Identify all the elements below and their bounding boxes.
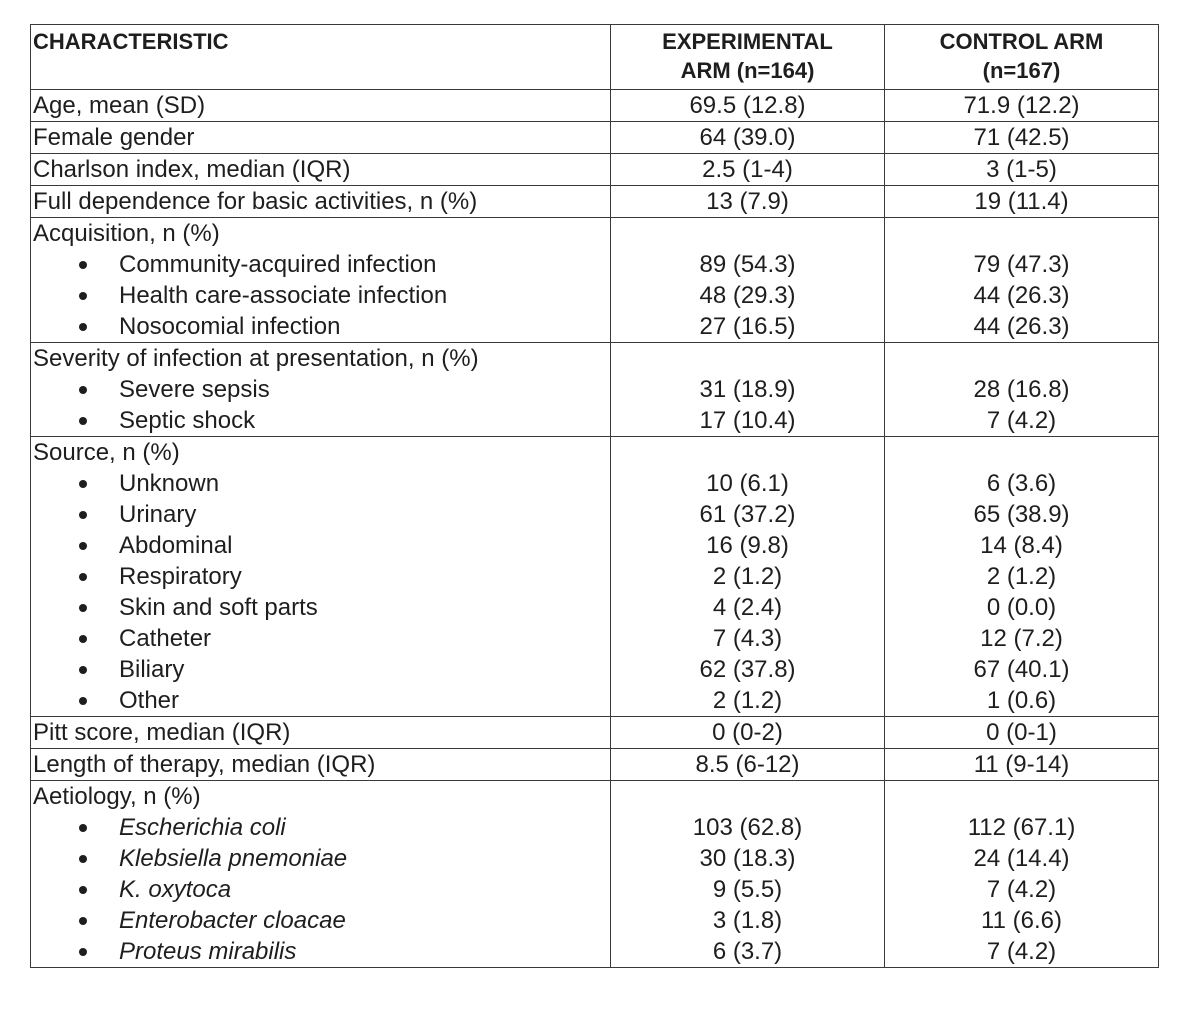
control-value: 112 (67.1) (967, 814, 1076, 841)
experimental-value: 2 (1.2) (712, 687, 783, 714)
row-label-cell (31, 154, 611, 186)
control-value: 71 (42.5) (973, 124, 1070, 151)
bullet-icon (79, 948, 87, 956)
list-item: Skin and soft parts (31, 592, 610, 623)
row-label: Female gender (33, 124, 195, 151)
experimental-value: 0 (0-2) (712, 719, 783, 746)
control-value: 1 (0.6) (986, 687, 1057, 714)
experimental-cell (611, 781, 885, 968)
severity-group (31, 343, 1159, 437)
bullet-icon (79, 855, 87, 863)
experimental-value: 61 (37.2) (699, 501, 796, 528)
control-value: 11 (9-14) (973, 751, 1070, 778)
list-item: Respiratory (31, 561, 610, 592)
bullet-icon (79, 292, 87, 300)
experimental-value: 10 (6.1) (706, 470, 789, 497)
group-title: Severity of infection at presentation, n (%) (33, 345, 479, 372)
control-cell (885, 749, 1159, 781)
bullet-icon (79, 417, 87, 425)
control-value: 6 (3.6) (986, 470, 1057, 497)
table-row (31, 90, 1159, 122)
control-value: 7 (4.2) (986, 938, 1057, 965)
list-item: Biliary (31, 654, 610, 685)
table-row (31, 749, 1159, 781)
control-value: 79 (47.3) (973, 251, 1070, 278)
experimental-cell (611, 717, 885, 749)
control-value: 65 (38.9) (973, 501, 1070, 528)
list-item: Septic shock (31, 405, 610, 436)
bullet-icon (79, 480, 87, 488)
bullet-icon (79, 542, 87, 550)
table-row (31, 717, 1159, 749)
table-row (31, 122, 1159, 154)
experimental-value: 27 (16.5) (699, 313, 796, 340)
experimental-value: 2 (1.2) (712, 563, 783, 590)
table-row (31, 186, 1159, 218)
table-row (31, 154, 1159, 186)
experimental-value: 69.5 (12.8) (689, 92, 806, 119)
row-label-cell (31, 749, 611, 781)
row-label-cell (31, 90, 611, 122)
control-value: 67 (40.1) (973, 656, 1070, 683)
control-value: 12 (7.2) (980, 625, 1063, 652)
bullet-icon (79, 511, 87, 519)
group-title: Acquisition, n (%) (33, 220, 220, 247)
experimental-cell (611, 186, 885, 218)
experimental-value: 13 (7.9) (706, 188, 789, 215)
experimental-cell (611, 90, 885, 122)
control-cell (885, 343, 1159, 437)
header-characteristic: CHARACTERISTIC (31, 25, 611, 90)
row-label: Length of therapy, median (IQR) (33, 751, 376, 778)
experimental-value: 9 (5.5) (712, 876, 783, 903)
control-value: 44 (26.3) (973, 282, 1070, 309)
aetiology-group (31, 781, 1159, 968)
bullet-icon (79, 573, 87, 581)
acquisition-group (31, 218, 1159, 343)
bullet-icon (79, 917, 87, 925)
control-value: 24 (14.4) (973, 845, 1070, 872)
list-item: Catheter (31, 623, 610, 654)
control-value: 19 (11.4) (974, 188, 1069, 215)
bullet-icon (79, 666, 87, 674)
control-cell (885, 122, 1159, 154)
control-value: 44 (26.3) (973, 313, 1070, 340)
control-value: 2 (1.2) (986, 563, 1057, 590)
control-cell (885, 154, 1159, 186)
control-value: 71.9 (12.2) (963, 92, 1080, 119)
control-value: 0 (0-1) (986, 719, 1057, 746)
header-experimental-arm: EXPERIMENTAL ARM (n=164) (611, 25, 885, 90)
bullet-icon (79, 697, 87, 705)
experimental-cell (611, 437, 885, 717)
experimental-value: 3 (1.8) (712, 907, 783, 934)
control-cell (885, 437, 1159, 717)
list-item: Nosocomial infection (31, 311, 610, 342)
experimental-value: 30 (18.3) (699, 845, 796, 872)
group-title: Source, n (%) (33, 439, 180, 466)
experimental-value: 89 (54.3) (699, 251, 796, 278)
control-value: 28 (16.8) (973, 376, 1070, 403)
bullet-icon (79, 635, 87, 643)
experimental-value: 64 (39.0) (699, 124, 796, 151)
aetiology-labels (31, 781, 611, 968)
list-item: Proteus mirabilis (31, 936, 610, 967)
control-value: 7 (4.2) (986, 407, 1057, 434)
experimental-cell (611, 218, 885, 343)
list-item: Community-acquired infection (31, 249, 610, 280)
severity-labels (31, 343, 611, 437)
experimental-value: 7 (4.3) (712, 625, 783, 652)
list-item: Urinary (31, 499, 610, 530)
row-label-cell (31, 186, 611, 218)
source-group (31, 437, 1159, 717)
list-item: K. oxytoca (31, 874, 610, 905)
control-cell (885, 186, 1159, 218)
bullet-icon (79, 886, 87, 894)
bullet-icon (79, 386, 87, 394)
control-value: 0 (0.0) (986, 594, 1057, 621)
list-item: Severe sepsis (31, 374, 610, 405)
row-label: Age, mean (SD) (33, 92, 206, 119)
experimental-cell (611, 343, 885, 437)
bullet-icon (79, 604, 87, 612)
bullet-icon (79, 323, 87, 331)
control-cell (885, 90, 1159, 122)
control-value: 7 (4.2) (986, 876, 1057, 903)
list-item: Klebsiella pnemoniae (31, 843, 610, 874)
experimental-value: 4 (2.4) (712, 594, 783, 621)
experimental-cell (611, 154, 885, 186)
row-label: Charlson index, median (IQR) (33, 156, 351, 183)
control-value: 3 (1-5) (986, 156, 1057, 183)
source-labels (31, 437, 611, 717)
row-label: Full dependence for basic activities, n (%) (33, 188, 478, 215)
experimental-value: 17 (10.4) (699, 407, 796, 434)
experimental-value: 8.5 (6-12) (695, 751, 800, 778)
experimental-value: 2.5 (1-4) (702, 156, 793, 183)
header-control-arm: CONTROL ARM (n=167) (885, 25, 1159, 90)
list-item: Enterobacter cloacae (31, 905, 610, 936)
control-value: 14 (8.4) (980, 532, 1063, 559)
experimental-value: 6 (3.7) (712, 938, 783, 965)
experimental-value: 103 (62.8) (692, 814, 803, 841)
header-row (31, 25, 1159, 90)
acquisition-labels (31, 218, 611, 343)
list-item: Abdominal (31, 530, 610, 561)
experimental-cell (611, 749, 885, 781)
experimental-cell (611, 122, 885, 154)
control-cell (885, 218, 1159, 343)
experimental-value: 31 (18.9) (699, 376, 796, 403)
row-label-cell (31, 122, 611, 154)
list-item: Health care-associate infection (31, 280, 610, 311)
list-item: Escherichia coli (31, 812, 610, 843)
bullet-icon (79, 261, 87, 269)
characteristics-table (30, 24, 1159, 968)
group-title: Aetiology, n (%) (33, 783, 201, 810)
row-label-cell (31, 717, 611, 749)
experimental-value: 48 (29.3) (699, 282, 796, 309)
row-label: Pitt score, median (IQR) (33, 719, 291, 746)
experimental-value: 62 (37.8) (699, 656, 796, 683)
list-item: Other (31, 685, 610, 716)
control-cell (885, 781, 1159, 968)
control-value: 11 (6.6) (981, 907, 1062, 934)
bullet-icon (79, 824, 87, 832)
list-item: Unknown (31, 468, 610, 499)
control-cell (885, 717, 1159, 749)
experimental-value: 16 (9.8) (706, 532, 789, 559)
